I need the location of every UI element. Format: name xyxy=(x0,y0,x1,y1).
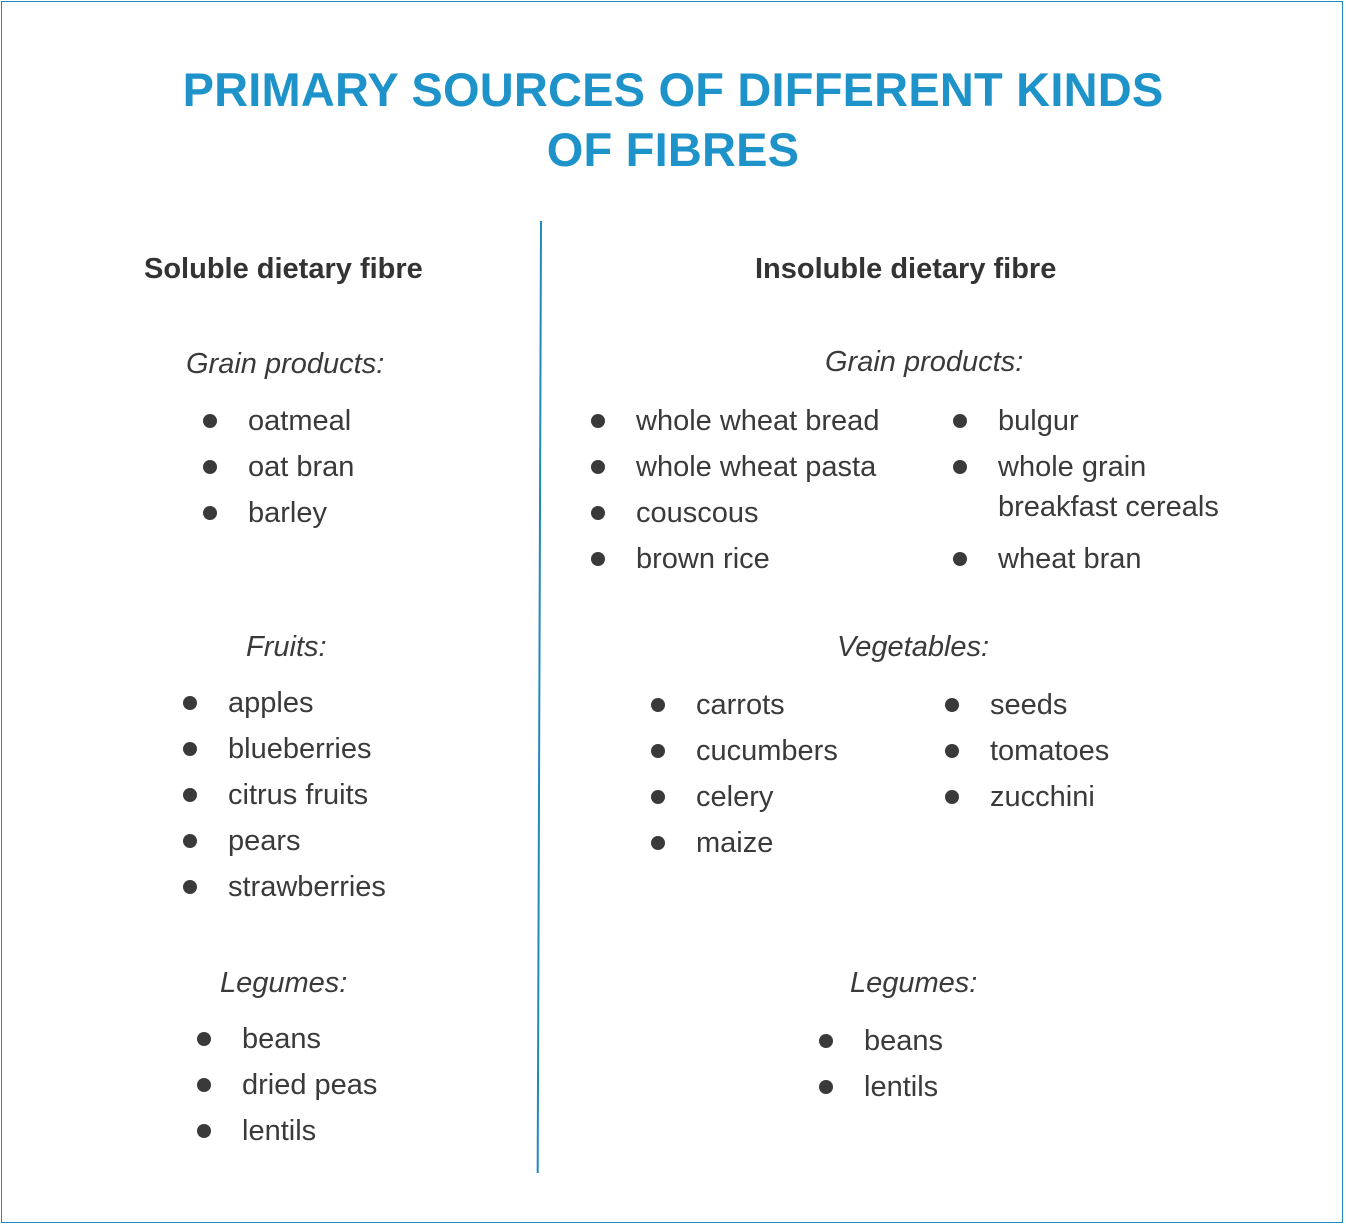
insoluble-heading: Insoluble dietary fibre xyxy=(755,253,1057,285)
bullet-icon xyxy=(203,460,217,474)
list-item-label: blueberries xyxy=(228,733,372,765)
bullet-icon xyxy=(203,506,217,520)
bullet-icon xyxy=(197,1124,211,1138)
bullet-icon xyxy=(591,460,605,474)
bullet-icon xyxy=(591,414,605,428)
list-item-label: citrus fruits xyxy=(228,779,369,811)
list-item-label: wheat bran xyxy=(998,543,1142,575)
page-title-line-1: PRIMARY SOURCES OF DIFFERENT KINDS xyxy=(182,63,1164,116)
list-item-label: lentils xyxy=(864,1071,939,1103)
list-item-label: couscous xyxy=(636,497,759,529)
bullet-icon xyxy=(197,1032,211,1046)
list-item-label: breakfast cereals xyxy=(998,491,1219,523)
list-item-label: oatmeal xyxy=(248,405,352,437)
bullet-icon xyxy=(819,1034,833,1048)
bullet-icon xyxy=(197,1078,211,1092)
bullet-icon xyxy=(945,698,959,712)
bullet-icon xyxy=(651,790,665,804)
list-item-label: lentils xyxy=(242,1115,317,1147)
list-item-label: oat bran xyxy=(248,451,355,483)
list-item-label: carrots xyxy=(696,689,785,721)
list-item-label: pears xyxy=(228,825,301,857)
bullet-icon xyxy=(591,552,605,566)
list-item-label: strawberries xyxy=(228,871,386,903)
bullet-icon xyxy=(945,744,959,758)
soluble-heading: Soluble dietary fibre xyxy=(144,253,423,285)
list-item-label: zucchini xyxy=(990,781,1095,813)
soluble-legumes-label: Legumes: xyxy=(220,967,348,999)
insoluble-vegetables-label: Vegetables: xyxy=(837,631,990,663)
list-item-label: celery xyxy=(696,781,774,813)
list-item-label: dried peas xyxy=(242,1069,378,1101)
list-item-label: maize xyxy=(696,827,774,859)
list-item-label: barley xyxy=(248,497,327,529)
list-item-label: tomatoes xyxy=(990,735,1110,767)
bullet-icon xyxy=(651,698,665,712)
list-item-label: beans xyxy=(242,1023,322,1055)
bullet-icon xyxy=(651,744,665,758)
list-item-label: beans xyxy=(864,1025,944,1057)
list-item-label: cucumbers xyxy=(696,735,838,767)
list-item-label: seeds xyxy=(990,689,1068,721)
soluble-grain-label: Grain products: xyxy=(186,348,385,380)
page-title-line-2: OF FIBRES xyxy=(546,123,800,176)
bullet-icon xyxy=(203,414,217,428)
bullet-icon xyxy=(953,552,967,566)
soluble-fruits-label: Fruits: xyxy=(246,631,327,663)
bullet-icon xyxy=(953,414,967,428)
insoluble-legumes-label: Legumes: xyxy=(850,967,978,999)
bullet-icon xyxy=(183,742,197,756)
list-item-label: apples xyxy=(228,687,314,719)
list-item-label: brown rice xyxy=(636,543,770,575)
bullet-icon xyxy=(591,506,605,520)
bullet-icon xyxy=(183,880,197,894)
bullet-icon xyxy=(183,696,197,710)
list-item-label: whole wheat pasta xyxy=(636,451,877,483)
list-item-label: whole grain xyxy=(998,451,1147,483)
bullet-icon xyxy=(183,834,197,848)
insoluble-grain-label: Grain products: xyxy=(825,346,1024,378)
bullet-icon xyxy=(651,836,665,850)
bullet-icon xyxy=(953,460,967,474)
bullet-icon xyxy=(183,788,197,802)
list-item-label: bulgur xyxy=(998,405,1079,437)
list-item-label: whole wheat bread xyxy=(636,405,880,437)
bullet-icon xyxy=(945,790,959,804)
bullet-icon xyxy=(819,1080,833,1094)
